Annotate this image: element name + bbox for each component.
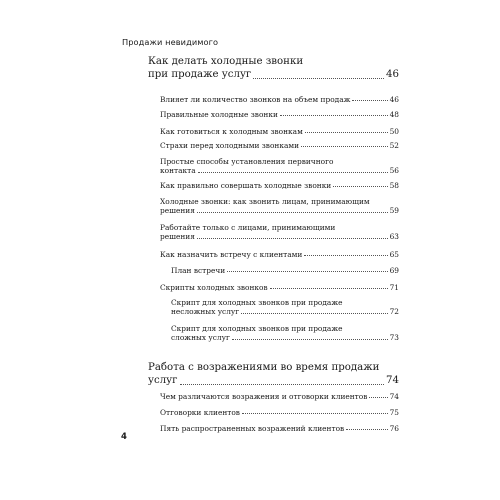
toc-entry-title: Как правильно совершать холодные звонки [160,181,332,190]
toc-entry-title: Работайте только с лицами, принимающими [160,223,336,232]
toc-entry[interactable] [160,424,399,433]
toc-entry-title: контакта [160,166,196,176]
toc-entry-title: Правильные холодные звонки [160,110,278,119]
toc-entry-page: 71 [389,283,399,292]
running-head: Продажи невидимого [122,37,219,47]
toc-entry-page: 72 [389,307,399,317]
toc-entry[interactable] [160,157,399,176]
toc-entry-page: 50 [389,127,399,136]
dot-leader [227,271,387,272]
toc-entry[interactable] [148,56,399,82]
page-number: 4 [121,432,127,442]
toc-entry-title: Пять распространенных возражений клиентов [160,424,345,433]
toc-entry[interactable] [160,223,399,242]
dot-leader [253,78,384,79]
toc-entry-title: План встречи [171,266,226,275]
toc-entry[interactable] [160,110,399,119]
dot-leader [198,172,388,173]
toc-entry-title: Работа с возражениями во время продажи [148,362,380,373]
toc-entry-page: 69 [389,266,399,275]
dot-leader [197,212,388,213]
dot-leader [333,186,387,187]
toc-entry[interactable] [160,392,399,401]
toc-entry[interactable] [160,197,399,216]
toc-entry-page: 52 [389,141,399,150]
toc-entry-page: 73 [389,333,399,343]
toc-entry-title: Как готовиться к холодным звонкам [160,127,303,136]
toc-entry-page: 46 [389,95,399,104]
toc-entry-title: несложных услуг [171,307,240,317]
dot-leader [352,100,387,101]
toc-entry-page: 75 [389,408,399,417]
toc-entry-page: 74 [389,392,399,401]
toc-entry-page: 63 [389,232,399,242]
dot-leader [346,429,387,430]
toc-entry-title: услуг [148,374,178,386]
toc-entry[interactable] [171,298,399,317]
dot-leader [197,238,388,239]
toc-entry-title: сложных услуг [171,333,230,343]
toc-entry-title: Скрипт для холодных звонков при продаже [171,324,343,333]
dot-leader [232,339,388,340]
toc-entry-page: 56 [389,166,399,176]
toc-entry-title: Как делать холодные звонки [148,56,304,67]
toc-entry-title: Отговорки клиентов [160,408,240,417]
dot-leader [301,146,388,147]
dot-leader [280,115,388,116]
toc-entry[interactable] [160,250,399,259]
toc-entry-page: 76 [389,424,399,433]
toc-entry-page: 48 [389,110,399,119]
toc-entry-page: 46 [386,68,399,80]
toc-entry-page: 65 [389,250,399,259]
toc-entry[interactable] [171,324,399,343]
toc-entry-title: Скрипты холодных звонков [160,283,268,292]
toc-entry-title: Простые способы установления первичного [160,157,334,166]
dot-leader [270,288,388,289]
toc-entry-title: Чем различаются возражения и отговорки клиентов [160,392,368,401]
toc-entry-title: Холодные звонки: как звонить лицам, принимающим [160,197,370,206]
toc-entry[interactable] [160,181,399,190]
dot-leader [241,313,387,314]
toc-entry-title: Как назначить встречу с клиентами [160,250,303,259]
dot-leader [305,132,388,133]
toc-entry[interactable] [171,266,399,275]
toc-entry[interactable] [148,362,399,388]
dot-leader [369,397,387,398]
toc-entry[interactable] [160,141,399,150]
dot-leader [180,384,385,385]
toc-entry-page: 74 [386,374,399,386]
toc-entry[interactable] [160,127,399,136]
toc-entry[interactable] [160,408,399,417]
toc-entry-title: решения [160,206,195,216]
toc-entry-title: Влияет ли количество звонков на объем продаж [160,95,351,104]
toc-entry-page: 58 [389,181,399,190]
toc-entry[interactable] [160,95,399,104]
dot-leader [304,255,387,256]
toc-entry-page: 59 [389,206,399,216]
toc-entry-title: Страхи перед холодными звонками [160,141,300,150]
toc-entry-title: при продаже услуг [148,68,252,80]
dot-leader [242,413,388,414]
toc-entry[interactable] [160,283,399,292]
toc-entry-title: решения [160,232,195,242]
toc-entry-title: Скрипт для холодных звонков при продаже [171,298,343,307]
